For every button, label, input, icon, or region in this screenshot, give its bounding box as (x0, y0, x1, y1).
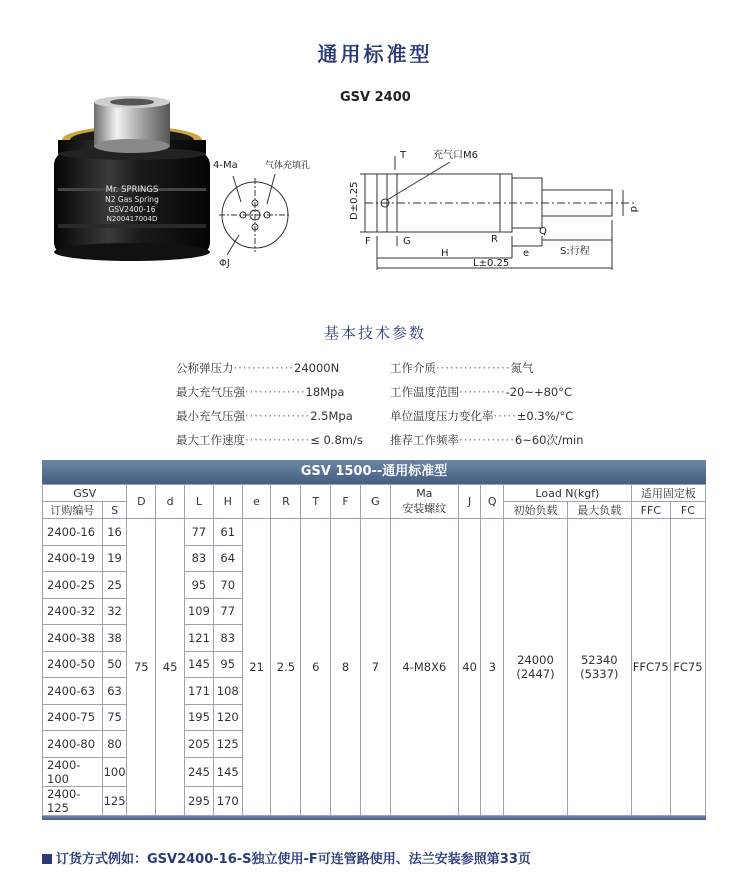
header-Q: Q (481, 485, 504, 519)
cell-D: 75 (127, 519, 156, 816)
label-port: 充气口M6 (433, 150, 478, 161)
spec-item: 最大工作速度··············≤ 0.8m/s (176, 433, 363, 447)
square-bullet-icon (42, 854, 52, 864)
product-label-line1: Mr. SPRINGS (105, 185, 159, 195)
table-row: 2400-25 25 95 70 (43, 572, 706, 599)
header-fc: FC (670, 502, 705, 519)
header-load: Load N(kgf) (504, 485, 632, 502)
spec-table (42, 460, 706, 820)
cell-d: 45 (156, 519, 185, 816)
label-l-tol: L±0.25 (473, 258, 510, 269)
label-fill-hole: 气体充填孔 (265, 161, 311, 171)
header-T: T (301, 485, 331, 519)
cell-ma: 4-M8X6 (390, 519, 458, 816)
cell-initial-load: 24000 (2447) (504, 519, 568, 816)
header-ma: Ma 安装螺纹 (390, 485, 458, 519)
header-order: 订购编号 (43, 502, 103, 519)
cell-max-load: 52340 (5337) (567, 519, 631, 816)
header-initial: 初始负载 (504, 502, 568, 519)
cell-G: 7 (361, 519, 391, 816)
spec-item: 公称弹压力·············24000N (176, 361, 340, 375)
table-row: 2400-100 100 245 145 (43, 757, 706, 786)
table-row: 2400-50 50 145 95 (43, 651, 706, 678)
header-D: D (127, 485, 156, 519)
page-title: 通用标准型 (317, 42, 433, 66)
cell-J: 40 (458, 519, 481, 816)
table-row: 2400-75 75 195 120 (43, 704, 706, 731)
header-d: d (156, 485, 185, 519)
label-h: H (441, 248, 449, 259)
spec-item: 推荐工作频率············6~60次/min (390, 433, 584, 447)
header-F: F (331, 485, 361, 519)
label-stroke: S:行程 (560, 246, 590, 257)
label-r: R (491, 234, 498, 245)
table-bottom-bar (42, 816, 706, 820)
label-phi-j: ΦJ (219, 258, 230, 269)
header-L: L (185, 485, 214, 519)
header-H: H (213, 485, 242, 519)
header-R: R (271, 485, 301, 519)
label-f: F (365, 236, 371, 247)
header-gsv: GSV (43, 485, 127, 502)
label-d-small: d (628, 206, 639, 213)
spec-item: 工作温度范围··········-20~+80°C (390, 385, 573, 399)
table-title: GSV 1500--通用标准型 (42, 460, 706, 484)
table-row: 2400-16 16 75 45 77 61 21 2.5 6 8 7 4-M8X6 40 3 24000 (2447) 52340 (5337) FFC75 FC75 (43, 519, 706, 546)
label-e: e (523, 248, 530, 259)
cell-F: 8 (331, 519, 361, 816)
table-row: 2400-63 63 171 108 (43, 678, 706, 705)
label-q: Q (539, 226, 547, 237)
header-s: S (102, 502, 127, 519)
label-g: G (403, 236, 411, 247)
cell-ffc: FFC75 (631, 519, 670, 816)
model-name: GSV 2400 (340, 90, 411, 105)
product-label-line2: N2 Gas Spring (105, 195, 159, 204)
technical-drawing (205, 140, 665, 280)
cell-e: 21 (242, 519, 271, 816)
cell-T: 6 (301, 519, 331, 816)
cell-fc: FC75 (670, 519, 705, 816)
table-row: 2400-125 125 295 170 (43, 786, 706, 815)
header-G: G (361, 485, 391, 519)
spec-item: 最大充气压强·············18Mpa (176, 385, 345, 399)
label-ma: 4-Ma (213, 160, 238, 171)
spec-item: 单位温度压力变化率·····±0.3%/°C (390, 409, 574, 423)
header-e: e (242, 485, 271, 519)
table-row: 2400-38 38 121 83 (43, 625, 706, 652)
product-label-line4: N200417004D (106, 215, 158, 223)
section-subtitle: 基本技术参数 (323, 324, 426, 342)
spec-item: 工作介质················氮气 (390, 361, 534, 375)
cell-Q: 3 (481, 519, 504, 816)
header-plate: 适用固定板 (631, 485, 705, 502)
table-row: 2400-80 80 205 125 (43, 731, 706, 758)
order-example: 订货方式例如：GSV2400-16-S独立使用-F可连管路使用、法兰安装参照第33页 (42, 848, 531, 867)
cell-R: 2.5 (271, 519, 301, 816)
label-d-tol: D±0.25 (349, 181, 360, 220)
header-J: J (458, 485, 481, 519)
table-row: 2400-19 19 83 64 (43, 545, 706, 572)
label-t: T (400, 150, 407, 161)
table-row: 2400-32 32 109 77 (43, 598, 706, 625)
header-max: 最大负载 (567, 502, 631, 519)
spec-item: 最小充气压强··············2.5Mpa (176, 409, 353, 423)
product-label-line3: GSV2400-16 (108, 205, 156, 214)
gas-spring-product-image (52, 96, 212, 261)
header-ffc: FFC (631, 502, 670, 519)
